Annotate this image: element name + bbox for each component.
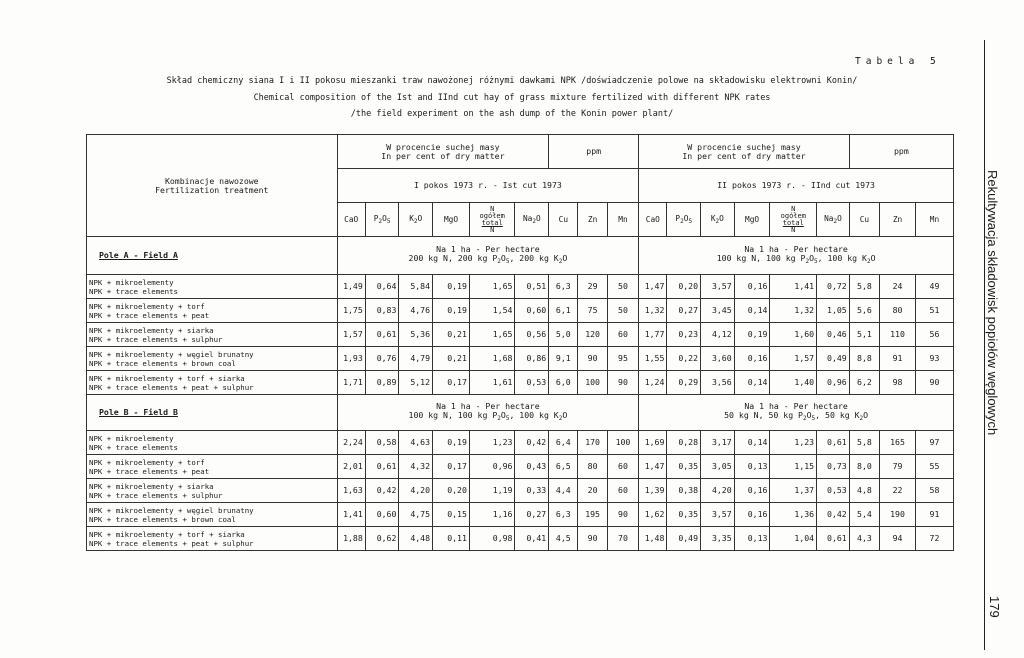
value-cell: 72 — [915, 527, 953, 551]
value-cell: 91 — [915, 503, 953, 527]
value-cell: 4,12 — [701, 323, 735, 347]
value-cell: 0,16 — [734, 347, 770, 371]
value-cell: 60 — [607, 323, 638, 347]
value-cell: 51 — [915, 299, 953, 323]
rate-cut1: Na 1 ha - Per hectare 200 kg N, 200 kg $P_2O_5$, 200 kg $K_2O$ — [337, 237, 639, 275]
value-cell: 90 — [578, 347, 607, 371]
value-cell: 0,35 — [667, 503, 701, 527]
value-cell: 1,37 — [770, 479, 817, 503]
value-cell: 0,49 — [667, 527, 701, 551]
value-cell: 0,42 — [817, 503, 850, 527]
value-cell: 6,0 — [549, 371, 578, 395]
value-cell: 0,89 — [365, 371, 399, 395]
value-cell: 1,60 — [770, 323, 817, 347]
value-cell: 1,36 — [770, 503, 817, 527]
value-cell: 3,60 — [701, 347, 735, 371]
value-cell: 0,19 — [433, 275, 470, 299]
value-cell: 0,35 — [667, 455, 701, 479]
value-cell: 1,05 — [817, 299, 850, 323]
column-header-1-2: $K_2O$ — [399, 203, 433, 237]
value-cell: 1,68 — [469, 347, 515, 371]
value-cell: 0,61 — [365, 455, 399, 479]
value-cell: 165 — [880, 431, 916, 455]
value-cell: 0,73 — [817, 455, 850, 479]
fertilization-treatment: NPK + mikroelementy + siarka NPK + trace elements + sulphur — [87, 479, 338, 503]
value-cell: 55 — [915, 455, 953, 479]
value-cell: 1,75 — [337, 299, 365, 323]
column-header-2-2: $K_2O$ — [701, 203, 735, 237]
value-cell: 2,24 — [337, 431, 365, 455]
value-cell: 1,62 — [639, 503, 667, 527]
value-cell: 60 — [607, 479, 638, 503]
table-row — [87, 323, 954, 347]
table-number: Tabela 5 — [855, 56, 941, 67]
value-cell: 1,93 — [337, 347, 365, 371]
value-cell: 100 — [607, 431, 638, 455]
value-cell: 5,1 — [849, 323, 879, 347]
value-cell: 0,42 — [365, 479, 399, 503]
value-cell: 0,16 — [734, 275, 770, 299]
value-cell: 0,15 — [433, 503, 470, 527]
fertilization-treatment: NPK + mikroelementy NPK + trace elements — [87, 431, 338, 455]
value-cell: 1,63 — [337, 479, 365, 503]
value-cell: 0,53 — [817, 479, 850, 503]
value-cell: 0,96 — [469, 455, 515, 479]
value-cell: 20 — [578, 479, 607, 503]
fertilization-treatment: NPK + mikroelementy + torf NPK + trace elements + peat — [87, 299, 338, 323]
running-header: Rekultywacja składowisk popiołów węglowych — [985, 170, 1000, 436]
value-cell: 1,77 — [639, 323, 667, 347]
value-cell: 50 — [607, 275, 638, 299]
table-row — [87, 527, 954, 551]
value-cell: 1,49 — [337, 275, 365, 299]
value-cell: 0,16 — [734, 503, 770, 527]
value-cell: 0,13 — [734, 527, 770, 551]
value-cell: 0,27 — [667, 299, 701, 323]
value-cell: 3,45 — [701, 299, 735, 323]
value-cell: 1,65 — [469, 275, 515, 299]
value-cell: 75 — [578, 299, 607, 323]
fertilization-treatment: NPK + mikroelementy + węgiel brunatny NPK + trace elements + brown coal — [87, 503, 338, 527]
fertilization-treatment: NPK + mikroelementy NPK + trace elements — [87, 275, 338, 299]
value-cell: 0,28 — [667, 431, 701, 455]
value-cell: 1,24 — [639, 371, 667, 395]
cut2-header: II pokos 1973 r. - IInd cut 1973 — [639, 169, 954, 203]
value-cell: 6,3 — [549, 503, 578, 527]
value-cell: 0,64 — [365, 275, 399, 299]
fert-header-en: Fertilization treatment — [155, 184, 269, 195]
value-cell: 0,38 — [667, 479, 701, 503]
value-cell: 80 — [578, 455, 607, 479]
column-header-1-6: Cu — [549, 203, 578, 237]
value-cell: 4,5 — [549, 527, 578, 551]
column-header-1-0: CaO — [337, 203, 365, 237]
dry-matter-pl: W procencie suchej masy — [687, 141, 801, 152]
value-cell: 3,57 — [701, 275, 735, 299]
value-cell: 3,57 — [701, 503, 735, 527]
fert-header-pl: Kombinacje nawozowe — [164, 175, 259, 186]
value-cell: 4,48 — [399, 527, 433, 551]
value-cell: 5,6 — [849, 299, 879, 323]
column-header-2-5: $Na_2O$ — [817, 203, 850, 237]
value-cell: 4,63 — [399, 431, 433, 455]
cut2-ppm-header: ppm — [849, 135, 953, 169]
value-cell: 2,01 — [337, 455, 365, 479]
value-cell: 0,14 — [734, 299, 770, 323]
column-header-1-8: Mn — [607, 203, 638, 237]
value-cell: 0,62 — [365, 527, 399, 551]
value-cell: 1,32 — [639, 299, 667, 323]
column-header-1-4: N ogółem total N — [469, 203, 515, 237]
value-cell: 1,41 — [770, 275, 817, 299]
value-cell: 0,98 — [469, 527, 515, 551]
value-cell: 6,1 — [549, 299, 578, 323]
value-cell: 0,23 — [667, 323, 701, 347]
value-cell: 1,57 — [770, 347, 817, 371]
value-cell: 90 — [607, 503, 638, 527]
value-cell: 50 — [607, 299, 638, 323]
caption-polish: Skład chemiczny siana I i II pokosu mieszanki traw nawożonej różnymi dawkami NPK /doświadczenie polowe na składowisku elektrowni Konin/ — [166, 76, 858, 86]
value-cell: 1,23 — [770, 431, 817, 455]
value-cell: 0,19 — [433, 431, 470, 455]
value-cell: 1,61 — [469, 371, 515, 395]
value-cell: 1,88 — [337, 527, 365, 551]
value-cell: 1,16 — [469, 503, 515, 527]
value-cell: 0,33 — [515, 479, 549, 503]
column-header-1-1: $P_2O_5$ — [365, 203, 399, 237]
value-cell: 4,76 — [399, 299, 433, 323]
value-cell: 0,20 — [667, 275, 701, 299]
value-cell: 0,20 — [433, 479, 470, 503]
value-cell: 0,14 — [734, 431, 770, 455]
value-cell: 22 — [880, 479, 916, 503]
value-cell: 0,51 — [515, 275, 549, 299]
value-cell: 0,72 — [817, 275, 850, 299]
value-cell: 0,60 — [365, 503, 399, 527]
value-cell: 5,4 — [849, 503, 879, 527]
value-cell: 0,86 — [515, 347, 549, 371]
column-header-2-4: N ogółem total N — [770, 203, 817, 237]
page-number: 179 — [987, 596, 1002, 618]
cut1-dry-matter-header — [337, 135, 549, 169]
value-cell: 1,32 — [770, 299, 817, 323]
value-cell: 0,14 — [734, 371, 770, 395]
value-cell: 0,19 — [734, 323, 770, 347]
value-cell: 6,3 — [549, 275, 578, 299]
value-cell: 6,5 — [549, 455, 578, 479]
value-cell: 0,42 — [515, 431, 549, 455]
value-cell: 97 — [915, 431, 953, 455]
dry-matter-en: In per cent of dry matter — [682, 150, 806, 161]
value-cell: 70 — [607, 527, 638, 551]
value-cell: 1,04 — [770, 527, 817, 551]
value-cell: 90 — [607, 371, 638, 395]
column-header-2-6: Cu — [849, 203, 879, 237]
value-cell: 3,35 — [701, 527, 735, 551]
value-cell: 190 — [880, 503, 916, 527]
value-cell: 0,27 — [515, 503, 549, 527]
value-cell: 56 — [915, 323, 953, 347]
column-header-2-0: CaO — [639, 203, 667, 237]
value-cell: 0,46 — [817, 323, 850, 347]
value-cell: 5,84 — [399, 275, 433, 299]
value-cell: 100 — [578, 371, 607, 395]
column-header-2-3: MgO — [734, 203, 770, 237]
value-cell: 90 — [915, 371, 953, 395]
value-cell: 5,36 — [399, 323, 433, 347]
value-cell: 1,40 — [770, 371, 817, 395]
value-cell: 1,65 — [469, 323, 515, 347]
column-header-1-5: $Na_2O$ — [515, 203, 549, 237]
field-label: Pole A - Field A — [87, 237, 338, 275]
value-cell: 95 — [607, 347, 638, 371]
value-cell: 0,58 — [365, 431, 399, 455]
value-cell: 0,11 — [433, 527, 470, 551]
value-cell: 91 — [880, 347, 916, 371]
value-cell: 90 — [578, 527, 607, 551]
column-header-2-8: Mn — [915, 203, 953, 237]
table-row — [87, 371, 954, 395]
caption-english-line1: Chemical composition of the Ist and IInd cut hay of grass mixture fertilized with different NPK rates — [253, 93, 771, 103]
value-cell: 0,22 — [667, 347, 701, 371]
value-cell: 0,43 — [515, 455, 549, 479]
value-cell: 0,56 — [515, 323, 549, 347]
dry-matter-en: In per cent of dry matter — [381, 150, 505, 161]
value-cell: 9,1 — [549, 347, 578, 371]
cut1-ppm-header: ppm — [549, 135, 639, 169]
value-cell: 0,13 — [734, 455, 770, 479]
value-cell: 5,8 — [849, 275, 879, 299]
value-cell: 5,8 — [849, 431, 879, 455]
value-cell: 0,61 — [365, 323, 399, 347]
table-row — [87, 503, 954, 527]
value-cell: 3,56 — [701, 371, 735, 395]
value-cell: 1,23 — [469, 431, 515, 455]
column-header-2-7: Zn — [880, 203, 916, 237]
value-cell: 4,75 — [399, 503, 433, 527]
value-cell: 0,96 — [817, 371, 850, 395]
value-cell: 4,79 — [399, 347, 433, 371]
dry-matter-pl: W procencie suchej masy — [386, 141, 500, 152]
value-cell: 6,2 — [849, 371, 879, 395]
value-cell: 1,19 — [469, 479, 515, 503]
value-cell: 0,21 — [433, 323, 470, 347]
value-cell: 24 — [880, 275, 916, 299]
value-cell: 1,15 — [770, 455, 817, 479]
value-cell: 4,20 — [701, 479, 735, 503]
value-cell: 110 — [880, 323, 916, 347]
value-cell: 1,48 — [639, 527, 667, 551]
value-cell: 1,47 — [639, 275, 667, 299]
value-cell: 0,60 — [515, 299, 549, 323]
value-cell: 94 — [880, 527, 916, 551]
value-cell: 1,54 — [469, 299, 515, 323]
data-table — [86, 134, 954, 551]
value-cell: 0,41 — [515, 527, 549, 551]
value-cell: 0,53 — [515, 371, 549, 395]
value-cell: 5,12 — [399, 371, 433, 395]
table-row — [87, 455, 954, 479]
column-header-2-1: $P_2O_5$ — [667, 203, 701, 237]
table-row — [87, 431, 954, 455]
table-row — [87, 479, 954, 503]
fertilization-treatment: NPK + mikroelementy + węgiel brunatny NPK + trace elements + brown coal — [87, 347, 338, 371]
value-cell: 8,8 — [849, 347, 879, 371]
value-cell: 0,83 — [365, 299, 399, 323]
value-cell: 98 — [880, 371, 916, 395]
value-cell: 79 — [880, 455, 916, 479]
value-cell: 1,41 — [337, 503, 365, 527]
value-cell: 80 — [880, 299, 916, 323]
value-cell: 1,55 — [639, 347, 667, 371]
value-cell: 58 — [915, 479, 953, 503]
value-cell: 29 — [578, 275, 607, 299]
value-cell: 4,4 — [549, 479, 578, 503]
value-cell: 1,71 — [337, 371, 365, 395]
value-cell: 170 — [578, 431, 607, 455]
table-row — [87, 275, 954, 299]
value-cell: 3,05 — [701, 455, 735, 479]
value-cell: 120 — [578, 323, 607, 347]
fertilization-treatment: NPK + mikroelementy + torf NPK + trace elements + peat — [87, 455, 338, 479]
value-cell: 5,0 — [549, 323, 578, 347]
value-cell: 1,57 — [337, 323, 365, 347]
value-cell: 93 — [915, 347, 953, 371]
value-cell: 0,61 — [817, 527, 850, 551]
value-cell: 0,49 — [817, 347, 850, 371]
field-label: Pole B - Field B — [87, 395, 338, 431]
value-cell: 4,20 — [399, 479, 433, 503]
value-cell: 0,17 — [433, 455, 470, 479]
value-cell: 60 — [607, 455, 638, 479]
fertilization-treatment: NPK + mikroelementy + torf + siarka NPK + trace elements + peat + sulphur — [87, 371, 338, 395]
value-cell: 0,21 — [433, 347, 470, 371]
value-cell: 3,17 — [701, 431, 735, 455]
cut1-header: I pokos 1973 r. - Ist cut 1973 — [337, 169, 639, 203]
fertilization-treatment: NPK + mikroelementy + torf + siarka NPK + trace elements + peat + sulphur — [87, 527, 338, 551]
fertilization-header — [87, 135, 338, 237]
value-cell: 1,47 — [639, 455, 667, 479]
table-row — [87, 299, 954, 323]
column-header-1-7: Zn — [578, 203, 607, 237]
value-cell: 0,16 — [734, 479, 770, 503]
rate-cut2: Na 1 ha - Per hectare 50 kg N, 50 kg $P_2O_5$, 50 kg $K_2O$ — [639, 395, 954, 431]
column-header-1-3: MgO — [433, 203, 470, 237]
value-cell: 0,19 — [433, 299, 470, 323]
value-cell: 4,8 — [849, 479, 879, 503]
value-cell: 8,0 — [849, 455, 879, 479]
value-cell: 0,76 — [365, 347, 399, 371]
value-cell: 1,39 — [639, 479, 667, 503]
value-cell: 0,61 — [817, 431, 850, 455]
rate-cut1: Na 1 ha - Per hectare 100 kg N, 100 kg $P_2O_5$, 100 kg $K_2O$ — [337, 395, 639, 431]
value-cell: 49 — [915, 275, 953, 299]
value-cell: 4,3 — [849, 527, 879, 551]
value-cell: 4,32 — [399, 455, 433, 479]
value-cell: 0,29 — [667, 371, 701, 395]
value-cell: 195 — [578, 503, 607, 527]
value-cell: 1,69 — [639, 431, 667, 455]
cut2-dry-matter-header — [639, 135, 850, 169]
table-row — [87, 347, 954, 371]
caption-english-line2: /the field experiment on the ash dump of the Konin power plant/ — [350, 109, 674, 119]
value-cell: 0,17 — [433, 371, 470, 395]
fertilization-treatment: NPK + mikroelementy + siarka NPK + trace elements + sulphur — [87, 323, 338, 347]
value-cell: 6,4 — [549, 431, 578, 455]
rate-cut2: Na 1 ha - Per hectare 100 kg N, 100 kg $P_2O_5$, 100 kg $K_2O$ — [639, 237, 954, 275]
